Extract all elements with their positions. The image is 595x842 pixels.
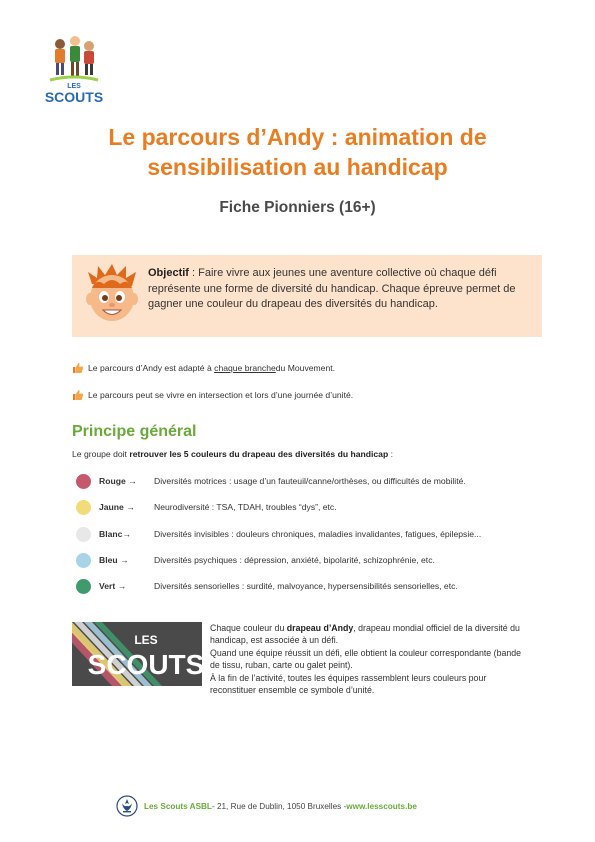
intro-before: Le groupe doit xyxy=(72,449,130,459)
title-line-2: sensibilisation au handicap xyxy=(147,154,448,180)
color-name: Jaune → xyxy=(99,502,135,512)
color-dot-red xyxy=(76,474,91,489)
tip-2-text: Le parcours peut se vivre en intersection et lors d’une journée d’unité. xyxy=(88,390,354,400)
les-scouts-logo xyxy=(44,34,104,106)
thumbs-up-icon xyxy=(72,362,84,374)
color-row-rouge xyxy=(76,473,466,489)
color-dot-white xyxy=(76,527,91,542)
color-description: Diversités invisibles : douleurs chroniques, maladies invalidantes, fatigues, épilepsie... xyxy=(154,529,482,539)
banner-scouts: SCOUTS xyxy=(87,649,202,680)
objective-box xyxy=(72,255,542,337)
color-row-vert xyxy=(76,578,458,594)
banner-les: LES xyxy=(134,633,158,647)
color-name: Bleu → xyxy=(99,555,129,565)
svg-text:LES: LES xyxy=(67,83,81,90)
p3: À la fin de l’activité, toutes les équipes rassemblent leurs couleurs pour reconstituer ensemble ce symbole d’unité. xyxy=(210,672,487,696)
footer-org: Les Scouts ASBL xyxy=(144,801,212,811)
color-description: Diversités motrices : usage d’un fauteuil/canne/orthèses, ou difficultés de mobilité. xyxy=(154,476,466,486)
p1-bold: drapeau d’Andy xyxy=(286,623,354,633)
color-dot-green xyxy=(76,579,91,594)
intro-after: : xyxy=(388,449,393,459)
color-dot-yellow xyxy=(76,500,91,515)
color-row-bleu xyxy=(76,552,435,568)
tip-1 xyxy=(72,362,335,374)
tip-1-before: Le parcours d’Andy est adapté à xyxy=(88,363,212,373)
color-description: Diversités psychiques : dépression, anxiété, bipolarité, schizophrénie, etc. xyxy=(154,555,435,565)
color-name: Rouge → xyxy=(99,476,137,486)
color-name: Vert → xyxy=(99,581,127,591)
page-title xyxy=(40,122,555,182)
page-subtitle: Fiche Pionniers (16+) xyxy=(219,199,376,216)
objective-text xyxy=(148,266,536,313)
footer xyxy=(116,795,417,817)
svg-text:SCOUTS: SCOUTS xyxy=(44,89,104,105)
tip-1-after: du Mouvement. xyxy=(275,363,336,373)
p2: Quand une équipe réussit un défi, elle obtient la couleur correspondante (bande de tissu, ruban, carte ou galet peint). xyxy=(210,647,522,671)
flag-paragraph xyxy=(72,622,532,696)
section-title-principe: Principe général xyxy=(72,423,197,440)
tip-2 xyxy=(72,389,353,401)
color-dot-blue xyxy=(76,553,91,568)
andy-face-icon xyxy=(82,262,142,324)
thumbs-up-icon xyxy=(72,389,84,401)
color-description: Diversités sensorielles : surdité, malvoyance, hypersensibilités sensorielles, etc. xyxy=(154,581,458,591)
color-row-jaune xyxy=(76,499,337,515)
footer-website-link[interactable]: www.lesscouts.be xyxy=(346,801,417,811)
scouts-emblem-icon xyxy=(116,795,138,817)
intro-bold: retrouver les 5 couleurs du drapeau des diversités du handicap xyxy=(129,449,389,459)
p1-before: Chaque couleur du xyxy=(210,623,287,633)
color-row-blanc xyxy=(76,526,482,542)
objective-description: : Faire vivre aux jeunes une aventure collective où chaque défi représente une forme de diversité du handicap. Chaque épreuve permet de gagner une couleur du drapeau des diversités du handicap. xyxy=(148,267,516,310)
title-line-1: Le parcours d’Andy : animation de xyxy=(108,124,487,150)
chaque-branche-link[interactable]: chaque branche xyxy=(214,363,276,373)
color-description: Neurodiversité : TSA, TDAH, troubles “dys”, etc. xyxy=(154,502,337,512)
principle-intro xyxy=(72,449,393,459)
footer-address: - 21, Rue de Dublin, 1050 Bruxelles - xyxy=(211,801,347,811)
p1-after: , drapeau mondial officiel de la diversité du handicap, est associée à un défi. xyxy=(210,623,520,646)
color-name: Blanc→ xyxy=(99,529,131,539)
objective-label: Objectif xyxy=(148,267,189,279)
